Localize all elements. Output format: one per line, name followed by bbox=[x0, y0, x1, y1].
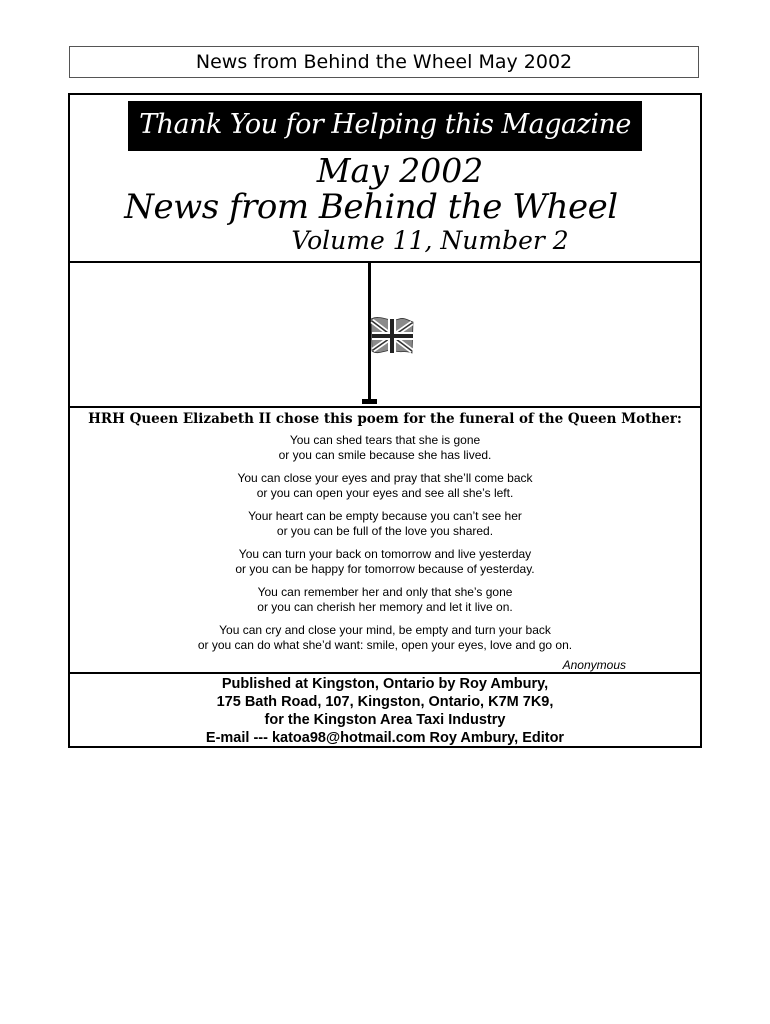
page-header bbox=[69, 46, 699, 78]
issue-date: May 2002 bbox=[316, 151, 484, 190]
poem-stanza bbox=[70, 623, 700, 653]
poem-line: or you can open your eyes and see all she’s left. bbox=[256, 486, 514, 500]
poem-line: Your heart can be empty because you can’t see her bbox=[248, 509, 522, 523]
poem-line: or you can smile because she has lived. bbox=[278, 448, 492, 462]
poem-stanza bbox=[70, 433, 700, 463]
masthead bbox=[70, 95, 700, 263]
poem-author: Anonymous bbox=[562, 658, 626, 672]
poem-line: You can close your eyes and pray that she’ll come back bbox=[237, 471, 533, 485]
poem-line: You can remember her and only that she’s gone bbox=[257, 585, 513, 599]
poem-line: or you can be full of the love you shared. bbox=[276, 524, 494, 538]
half-mast-flag-panel bbox=[70, 261, 700, 408]
publisher-industry: for the Kingston Area Taxi Industry bbox=[264, 712, 506, 728]
newsletter-cover bbox=[68, 93, 702, 748]
poem-line: You can shed tears that she is gone bbox=[289, 433, 481, 447]
magazine-title: News from Behind the Wheel bbox=[124, 187, 618, 227]
poem-introduction: HRH Queen Elizabeth II chose this poem for the funeral of the Queen Mother: bbox=[88, 411, 682, 427]
poem-body bbox=[70, 433, 700, 661]
publisher-contact: E-mail --- katoa98@hotmail.com Roy Ambury, Editor bbox=[205, 730, 565, 746]
poem-line: or you can be happy for tomorrow because of yesterday. bbox=[235, 562, 535, 576]
page-header-title: News from Behind the Wheel May 2002 bbox=[195, 51, 573, 73]
publisher-address: 175 Bath Road, 107, Kingston, Ontario, K7M 7K9, bbox=[216, 694, 554, 710]
poem-section bbox=[70, 408, 700, 674]
half-mast-union-flag-icon bbox=[70, 261, 700, 406]
publisher-info bbox=[70, 674, 700, 746]
poem-stanza bbox=[70, 585, 700, 615]
publisher-line: Published at Kingston, Ontario by Roy Ambury, bbox=[221, 676, 549, 692]
issue-volume: Volume 11, Number 2 bbox=[291, 226, 569, 255]
poem-stanza bbox=[70, 547, 700, 577]
thank-you-text: Thank You for Helping this Magazine bbox=[139, 109, 631, 140]
poem-line: You can cry and close your mind, be empty and turn your back bbox=[219, 623, 551, 637]
poem-line: or you can do what she’d want: smile, open your eyes, love and go on. bbox=[197, 638, 573, 652]
poem-stanza bbox=[70, 471, 700, 501]
poem-line: You can turn your back on tomorrow and live yesterday bbox=[238, 547, 532, 561]
poem-line: or you can cherish her memory and let it live on. bbox=[257, 600, 513, 614]
poem-stanza bbox=[70, 509, 700, 539]
thank-you-banner bbox=[128, 101, 642, 151]
